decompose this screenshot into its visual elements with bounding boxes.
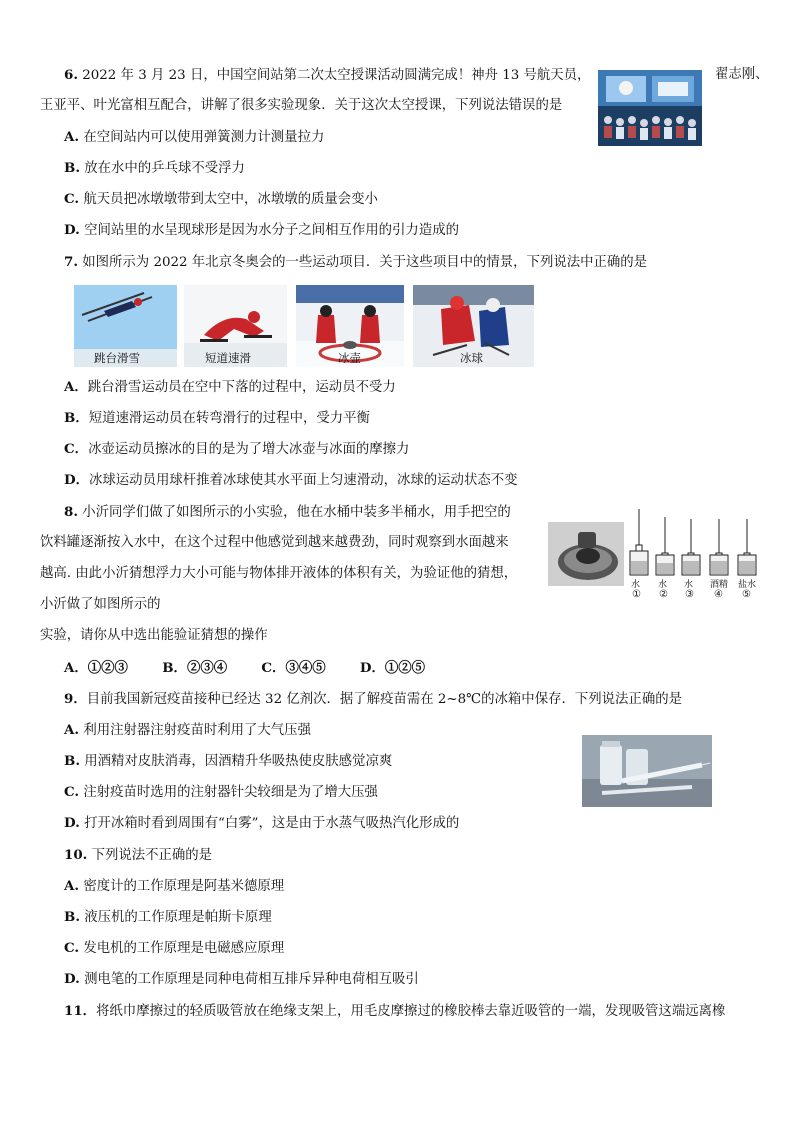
q8-stem-line1: 8. 小沂同学们做了如图所示的小实验，他在水桶中装多半桶水，用手把空的 — [64, 504, 511, 520]
q10-number: 10. — [64, 847, 88, 863]
q10-option-a: A. 密度计的工作原理是阿基米德原理 — [64, 878, 285, 894]
caption-ski-jump: 跳台滑雪 — [94, 351, 140, 365]
caption-curling: 冰壶 — [338, 351, 361, 365]
q10-stem: 10. 下列说法不正确的是 — [64, 847, 213, 863]
q9-stem: 9．目前我国新冠疫苗接种已经达 32 亿剂次．据了解疫苗需在 2~8℃的冰箱中保存．下列说法正确的是 — [64, 691, 682, 707]
q7-option-b: B．短道速滑运动员在转弯滑行的过程中，受力平衡 — [64, 410, 370, 426]
q8-stem-line2: 饮料罐逐渐按入水中，在这个过程中他感觉到越来越费劲，同时观察到水面越来 — [40, 535, 509, 550]
q8-option-a: A．①②③ — [64, 660, 128, 676]
vaccine-syringe-photo — [582, 735, 712, 807]
q9-option-a: A. 利用注射器注射疫苗时利用了大气压强 — [64, 722, 311, 738]
q9-option-b: B. 用酒精对皮肤消毒，因酒精升华吸热使皮肤感觉凉爽 — [64, 753, 393, 769]
beaker-label-4: 酒精 — [710, 580, 729, 590]
q7-option-d: D．冰球运动员用球杆推着冰球使其水平面上匀速滑动，冰球的运动状态不变 — [64, 472, 518, 488]
beaker-num-2: ② — [659, 589, 668, 600]
q6-stem-line1 — [64, 66, 590, 85]
q8-stem-line4: 小沂做了如图所示的 — [40, 597, 161, 612]
beaker-label-2: 水 — [658, 580, 668, 590]
q6-option-d: D. 空间站里的水呈现球形是因为水分子之间相互作用的引力造成的 — [64, 222, 459, 238]
q10-option-d: D. 测电笔的工作原理是同种电荷相互排斥异种电荷相互吸引 — [64, 971, 419, 987]
q6-stem-line2: 王亚平、叶光富相互配合，讲解了很多实验现象．关于这次太空授课，下列说法错误的是 — [40, 98, 563, 113]
beaker-label-3: 水 — [684, 580, 694, 590]
q6-stem-text: 2022 年 3 月 23 日，中国空间站第二次太空授课活动圆满完成！神舟 13 号航天员， — [82, 68, 591, 83]
q8-options — [64, 659, 455, 678]
space-class-photo — [598, 70, 702, 146]
caption-ice-hockey: 冰球 — [460, 351, 483, 365]
can-in-bucket-photo — [548, 522, 624, 586]
beaker-label-5: 盐水 — [738, 580, 757, 590]
q7-option-a: A．跳台滑雪运动员在空中下落的过程中，运动员不受力 — [64, 379, 396, 395]
q9-option-d: D. 打开冰箱时看到周围有“白雾”，这是由于水蒸气吸热汽化形成的 — [64, 815, 460, 831]
q9-number: 9． — [64, 691, 87, 707]
q6-option-a: A. 在空间站内可以使用弹簧测力计测量拉力 — [64, 129, 325, 145]
beaker-num-1: ① — [632, 589, 641, 600]
q8-number: 8. — [64, 504, 78, 520]
q10-option-b: B. 液压机的工作原理是帕斯卡原理 — [64, 909, 272, 925]
q9-option-c: C. 注射疫苗时选用的注射器针尖较细是为了增大压强 — [64, 784, 378, 800]
q6-stem-line1-end: 翟志刚、 — [715, 67, 769, 82]
q8-option-b: B．②③④ — [162, 660, 228, 676]
q7-number: 7. — [64, 254, 78, 270]
beaker-num-4: ④ — [714, 589, 723, 600]
q8-stem-line3: 越高. 由此小沂猜想浮力大小可能与物体排开液体的体积有关，为验证他的猜想， — [40, 566, 518, 581]
q7-option-c: C．冰壶运动员擦冰的目的是为了增大冰壶与冰面的摩擦力 — [64, 441, 410, 457]
q8-option-c: C．③④⑤ — [261, 660, 326, 676]
q7-stem: 7. 如图所示为 2022 年北京冬奥会的一些运动项目．关于这些项目中的情景，下列说法中正确的是 — [64, 254, 648, 270]
q8-stem-line5: 实验，请你从中选出能验证猜想的操作 — [40, 628, 268, 643]
q6-number: 6. — [64, 67, 78, 83]
caption-speed-skating: 短道速滑 — [205, 351, 251, 365]
beaker-num-3: ③ — [685, 589, 694, 600]
q6-option-b: B. 放在水中的乒乓球不受浮力 — [64, 160, 245, 176]
q8-option-d: D．①②⑤ — [359, 660, 426, 676]
beaker-experiment-diagram — [627, 505, 767, 605]
beaker-label-1: 水 — [631, 580, 641, 590]
q6-option-c: C. 航天员把冰墩墩带到太空中，冰墩墩的质量会变小 — [64, 191, 378, 207]
q11-stem: 11．将纸巾摩擦过的轻质吸管放在绝缘支架上，用毛皮摩擦过的橡胶棒去靠近吸管的一端，发现吸管这端远离橡 — [64, 1003, 726, 1019]
q11-number: 11． — [64, 1003, 97, 1019]
beaker-num-5: ⑤ — [742, 589, 751, 600]
q10-option-c: C. 发电机的工作原理是电磁感应原理 — [64, 940, 285, 956]
